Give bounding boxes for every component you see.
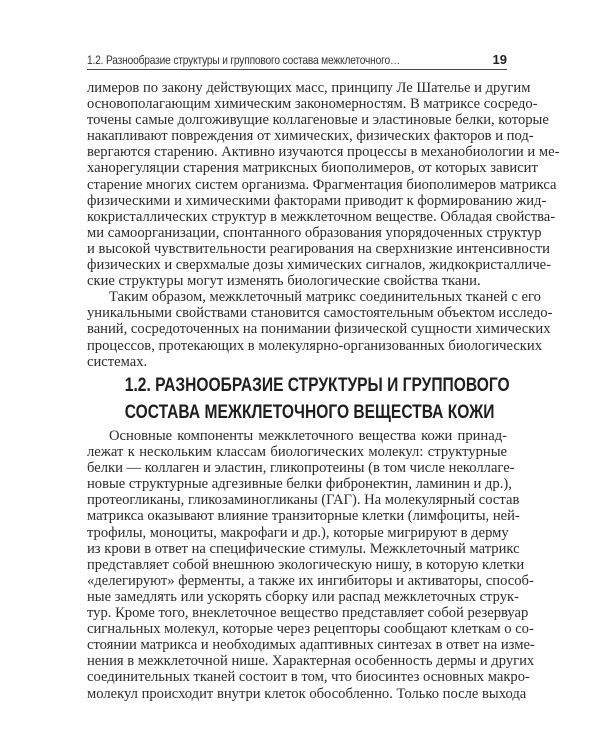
text-line: соединительных тканей состоит в том, что биосинтез основных макро-	[87, 669, 530, 686]
text-line: стоянии матрикса и необходимых адаптивных синтезах в ответ на изме-	[87, 637, 535, 654]
section-paragraph	[87, 428, 535, 702]
text-line: новые структурные адгезивные белки фибронектин, ламинин и др.),	[87, 476, 512, 493]
section-heading-line-1: 1.2. РАЗНООБРАЗИЕ СТРУКТУРЫ И ГРУППОВОГО	[124, 375, 510, 396]
text-line: физическими и химическими факторами приводит к формированию жид-	[87, 192, 547, 209]
section-heading	[87, 372, 510, 426]
text-line: «делегируют» ферменты, а также их ингибиторы и активаторы, способ-	[87, 572, 534, 589]
body-text-top	[87, 80, 560, 370]
text-line: трофилы, моноциты, макрофаги и др.), которые мигрируют в дерму	[87, 524, 509, 541]
text-line: протеогликаны, гликозаминогликаны (ГАГ). На молекулярный состав	[87, 492, 520, 509]
text-line: ханорегуляции старения матриксных биополимеров, от которых зависит	[87, 160, 538, 177]
text-line: Таким образом, межклеточный матрикс соединительных тканей с его	[109, 289, 541, 306]
paragraph-summary	[87, 289, 553, 370]
text-line: лимеров по закону действующих масс, принципу Ле Шателье и другим	[87, 80, 531, 96]
running-title: 1.2. Разнообразие структуры и группового состава межклеточного…	[87, 54, 400, 67]
text-line: из крови в ответ на специфические стимулы. Межклеточный матрикс	[87, 540, 520, 557]
text-line: системах.	[87, 353, 148, 370]
text-line: накапливают повреждения от химических, физических факторов и под-	[87, 128, 534, 145]
text-line: нения в межклеточной нише. Характерная особенность дермы и других	[87, 653, 535, 670]
text-line: старение многих систем организма. Фрагментация биополимеров матрикса	[87, 176, 557, 193]
text-line: процессов, протекающих в молекулярно-организованных биологических	[87, 337, 543, 354]
text-line: белки — коллаген и эластин, гликопротеины (в том числе неколлаге-	[87, 460, 515, 477]
paragraph-continued	[87, 80, 560, 290]
text-line: представляет собой внешнюю экологическую нишу, в которую клетки	[87, 556, 525, 573]
text-line: точены самые долгоживущие коллагеновые и эластиновые белки, которые	[87, 112, 549, 129]
page-number: 19	[492, 52, 507, 67]
text-line: вергаются старению. Активно изучаются процессы в механобиологии и ме-	[87, 144, 560, 161]
running-header	[87, 50, 507, 70]
text-line: кокристаллических структур в межклеточном веществе. Обладая свойства-	[87, 208, 556, 225]
text-line: тур. Кроме того, внеклеточное вещество представляет собой резервуар	[87, 605, 529, 622]
text-line: ми самоорганизации, спонтанного образования упорядоченных структур	[87, 224, 542, 241]
text-line: ные замедлять или ускорять сборку или распад межклеточных струк-	[87, 588, 519, 605]
text-line: сигнальных молекул, которые через рецепторы сообщают клеткам о со-	[87, 621, 534, 638]
text-line: лежат к нескольким классам биологических молекул: структурные	[87, 444, 507, 461]
section-heading-line-2: СОСТАВА МЕЖКЛЕТОЧНОГО ВЕЩЕСТВА КОЖИ	[124, 402, 495, 423]
text-line: матрикса оказывают влияние транзиторные клетки (лимфоциты, ней-	[87, 508, 520, 525]
text-line: и высокой чувствительности реагирования на сверхнизкие интенсивности	[87, 240, 550, 257]
body-text-section	[87, 428, 535, 702]
text-line: уникальными свойствами становится самостоятельным объектом исследо-	[87, 305, 553, 322]
text-line: ские структуры могут изменять биологические свойства ткани.	[87, 273, 481, 290]
text-line: физических и сверхмалые дозы химических сигналов, жидкокристалличе-	[87, 257, 552, 274]
text-line: Основные компоненты межклеточного вещества кожи принад-	[109, 428, 507, 444]
text-line: ваний, сосредоточенных на понимании физической сущности химических	[87, 321, 551, 338]
text-line: молекул происходит внутри клеток обособленно. Только после выхода	[87, 685, 527, 702]
text-line: основополагающим химическим закономерностям. В матриксе сосредо-	[87, 96, 538, 113]
